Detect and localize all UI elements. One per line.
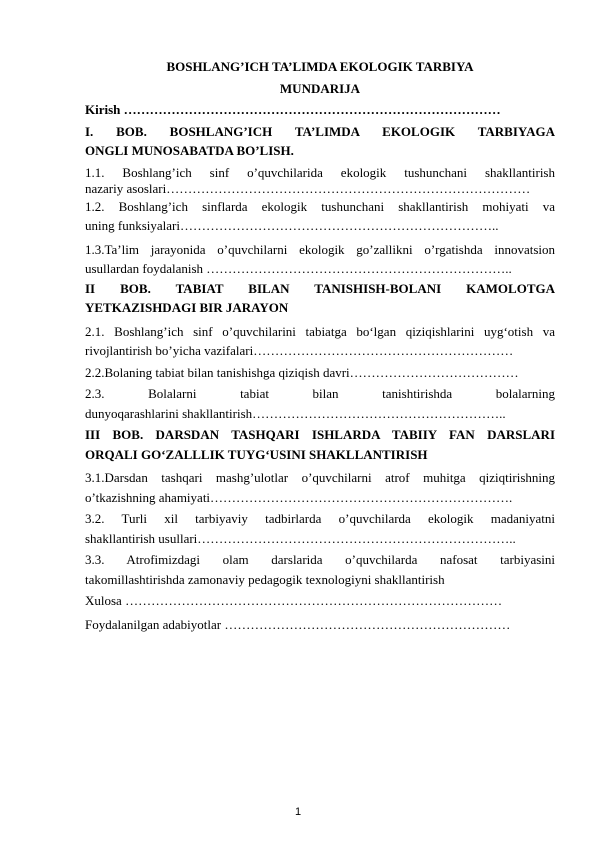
toc-chapter-1-line-2: ONGLI MUNOSABATDA BO’LISH. xyxy=(85,143,294,158)
toc-entry-3-3-line-1: 3.3. Atrofimizdagi olam darslarida o’quvchilarda nafosat tarbiyasini xyxy=(85,552,555,567)
toc-entry-3-1-line-2: o’tkazishning ahamiyati……………………………………………………………. xyxy=(85,489,513,505)
toc-chapter-3-line-2: ORQALI GO‘ZALLLIK TUYG‘USINI SHAKLLANTIRISH xyxy=(85,446,428,462)
toc-entry-2-3-line-1: 2.3. Bolalarni tabiat bilan tanishtirishda bolalarning xyxy=(85,386,555,401)
toc-entry-1-2-line-1: 1.2. Boshlang’ich sinflarda ekologik tushunchani shakllantirish mohiyati va xyxy=(85,198,555,214)
toc-entry-1-3-line-1: 1.3.Ta’lim jarayonida o’quvchilarni ekologik go’zallikni o’rgatishda innovatsion xyxy=(85,241,555,257)
document-title: BOSHLANG’ICH TA’LIMDA EKOLOGIK TARBIYA xyxy=(166,59,474,74)
toc-entry-2-2: 2.2.Bolaning tabiat bilan tanishishga qiziqish davri………………………………… xyxy=(85,364,519,380)
page-number: 1 xyxy=(294,806,302,818)
toc-entry-2-1-line-1: 2.1. Boshlang’ich sinf o’quvchilarini tabiatga bo‘lgan qiziqishlarini uyg‘otish va xyxy=(85,323,555,339)
toc-entry-2-3-line-2: dunyoqarashlarini shakllantirish………………………………………………….. xyxy=(85,405,506,421)
toc-entry-3-2-line-1: 3.2. Turli xil tarbiyaviy tadbirlarda o’quvchilarda ekologik madaniyatni xyxy=(85,511,555,526)
toc-heading: MUNDARIJA xyxy=(279,81,361,96)
toc-entry-1-3-line-2: usullardan foydalanish …………………………………………………………….. xyxy=(85,261,512,276)
toc-chapter-1-line-1: I. BOB. BOSHLANG’ICH TA’LIMDA EKOLOGIK TARBIYAGA xyxy=(85,123,555,139)
toc-chapter-3-line-1: III BOB. DARSDAN TASHQARI ISHLARDA TABIIY FAN DARSLARI xyxy=(85,427,555,442)
toc-entry-1-2-line-2: uning funksiyalari……………………………………………………………….. xyxy=(85,218,499,233)
toc-entry-3-3-line-2: takomillashtirishda zamonaviy pedagogik texnologiyni shakllantirish xyxy=(85,571,445,587)
toc-entry-1-1-line-2: nazariy asoslari………………………………………………………………………… xyxy=(85,180,531,196)
toc-entry-adabiyot: Foydalanilgan adabiyotlar ………………………………………………………… xyxy=(85,616,511,632)
toc-entry-1-1-line-1: 1.1. Boshlang’ich sinf o’quvchilarida ekologik tushunchani shakllantirish xyxy=(85,164,555,180)
toc-entry-xulosa: Xulosa …………………………………………………………………………… xyxy=(85,593,503,608)
toc-entry-3-1-line-1: 3.1.Darsdan tashqari mashg’ulotlar o’quvchilarni atrof muhitga qiziqtirishning xyxy=(85,470,555,485)
toc-entry-kirish: Kirish …………………………………………………………………………… xyxy=(85,102,501,117)
toc-entry-2-1-line-2: rivojlantirish bo’yicha vazifalari…………………………………………………… xyxy=(85,343,514,358)
toc-chapter-2-line-2: YETKAZISHDAGI BIR JARAYON xyxy=(85,300,289,315)
toc-chapter-2-line-1: II BOB. TABIAT BILAN TANISHISH-BOLANI KAMOLOTGA xyxy=(85,280,555,296)
toc-page xyxy=(85,56,555,634)
toc-entry-3-2-line-2: shakllantirish usullari……………………………………………………………….. xyxy=(85,530,516,546)
